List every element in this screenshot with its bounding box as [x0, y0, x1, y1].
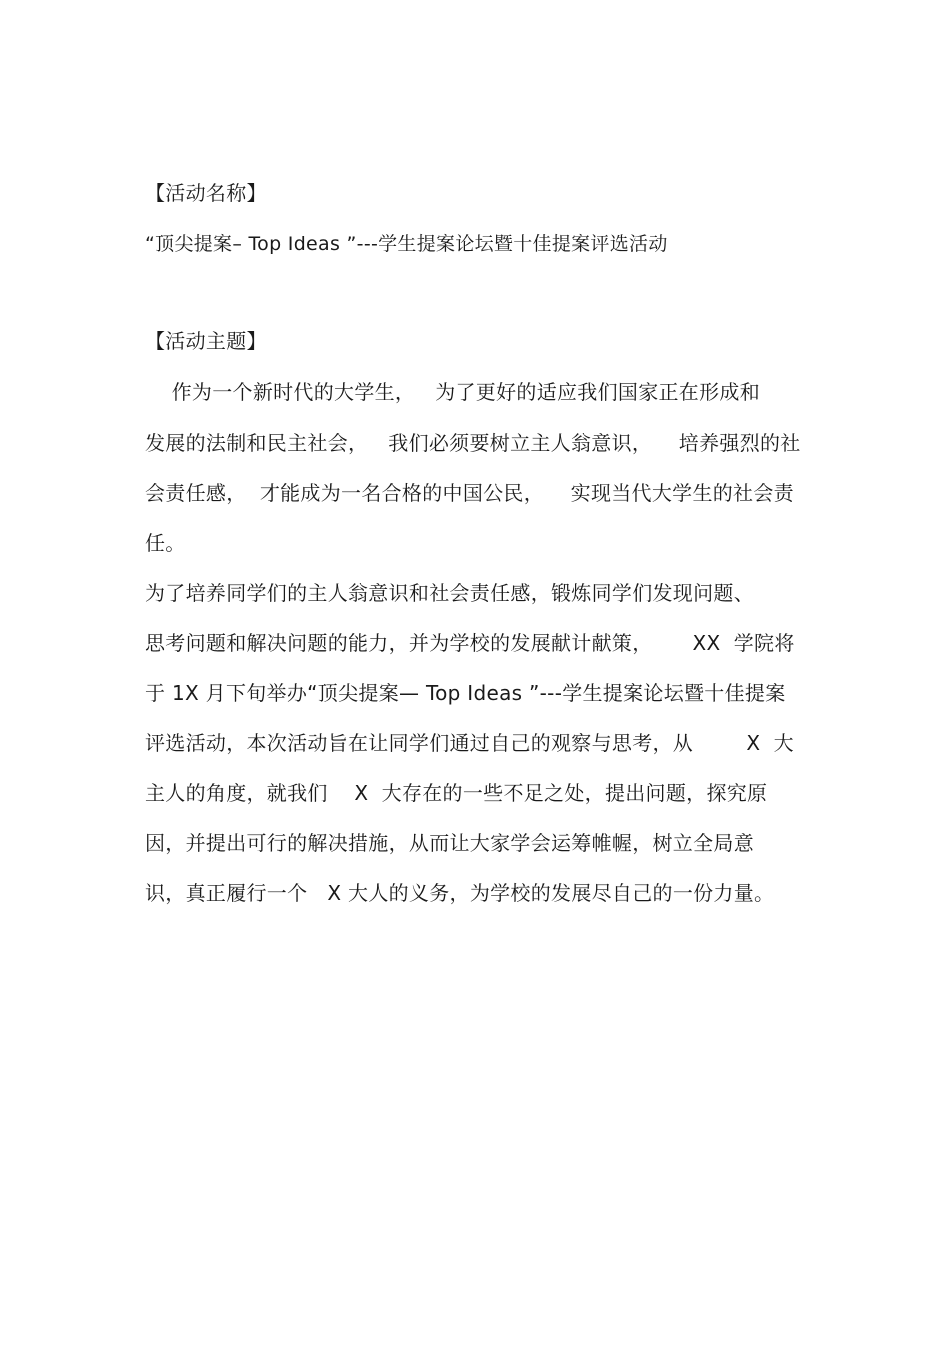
paragraph-2-line: 为了培养同学们的主人翁意识和社会责任感，锻炼同学们发现问题、 — [145, 581, 754, 605]
paragraph-1-line: 作为一个新时代的大学生， 为了更好的适应我们国家正在形成和 — [145, 380, 761, 404]
paragraph-2-line: 思考问题和解决问题的能力，并为学校的发展献计献策， XX 学院将 — [145, 631, 795, 655]
section-heading-activity-theme: 【活动主题】 — [145, 329, 267, 353]
paragraph-2-line: 因，并提出可行的解决措施，从而让大家学会运筹帷幄，树立全局意 — [145, 831, 754, 855]
paragraph-1-line: 会责任感， 才能成为一名合格的中国公民， 实现当代大学生的社会责 — [145, 481, 794, 505]
paragraph-2-line: 于 1X 月下旬举办“顶尖提案— Top Ideas ”---学生提案论坛暨十佳提案 — [145, 681, 786, 705]
paragraph-1-line: 发展的法制和民主社会， 我们必须要树立主人翁意识， 培养强烈的社 — [145, 431, 801, 455]
paragraph-2-line: 识，真正履行一个 X 大人的义务，为学校的发展尽自己的一份力量。 — [145, 881, 775, 905]
activity-title: “顶尖提案– Top Ideas ”---学生提案论坛暨十佳提案评选活动 — [145, 233, 668, 255]
section-heading-activity-name: 【活动名称】 — [145, 181, 267, 205]
paragraph-1-line: 任。 — [145, 531, 186, 555]
paragraph-2-line: 评选活动，本次活动旨在让同学们通过自己的观察与思考，从 X 大 — [145, 731, 794, 755]
paragraph-2-line: 主人的角度，就我们 X 大存在的一些不足之处，提出问题，探究原 — [145, 781, 768, 805]
